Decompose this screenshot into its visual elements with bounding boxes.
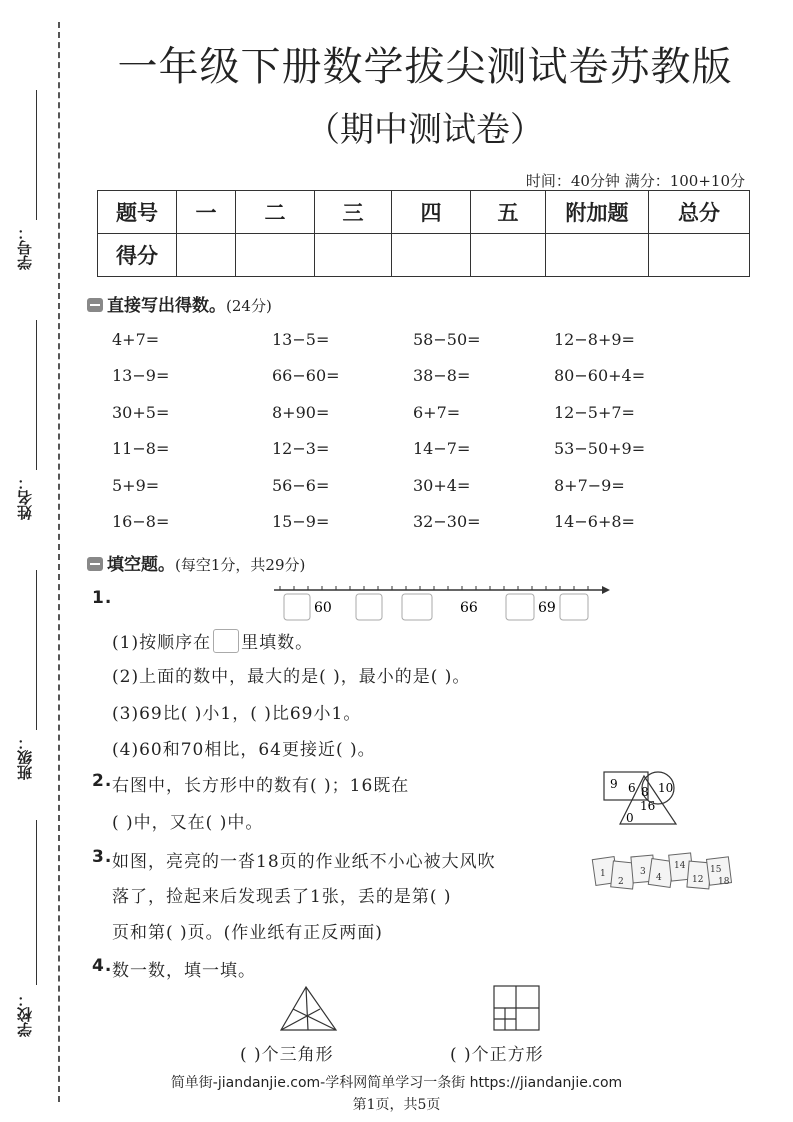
score-table-header: 题号 — [98, 191, 177, 234]
numberline-label: 66 — [460, 600, 478, 616]
q3-line2: 落了，捡起来后发现丢了1张，丢的是第( ) — [112, 887, 452, 907]
section-badge-icon — [87, 557, 103, 571]
fig-number: 0 — [626, 811, 634, 825]
score-table-header: 附加题 — [546, 191, 649, 234]
score-cell[interactable] — [177, 234, 236, 277]
score-cell[interactable] — [649, 234, 750, 277]
section1-title: 直接写出得数。 — [107, 296, 226, 316]
footer-source: 简单街-jiandanjie.com-学科网简单学习一条街 https://jiandanjie.com — [170, 1075, 623, 1091]
calc-item: 38−8= — [413, 366, 471, 386]
q1-2: (2)上面的数中，最大的是( )，最小的是( )。 — [112, 667, 471, 687]
score-table-header: 二 — [236, 191, 315, 234]
calc-item: 8+90= — [272, 402, 330, 422]
calc-item: 15−9= — [272, 512, 330, 531]
fig-number: 9 — [610, 777, 618, 791]
score-table-header: 三 — [315, 191, 392, 234]
page-title: 一年级下册数学拔尖测试卷苏教版 — [117, 44, 733, 90]
blank-box[interactable] — [356, 594, 382, 620]
calc-item: 12−5+7= — [554, 402, 635, 422]
calc-item: 16−8= — [112, 512, 170, 531]
score-table-header: 五 — [471, 191, 546, 234]
calc-item: 8+7−9= — [554, 475, 625, 495]
footer-page-number: 第1页，共5页 — [352, 1097, 441, 1113]
fig-number: 10 — [658, 781, 674, 795]
q2-line2: ( )中，又在( )中。 — [112, 813, 264, 833]
section2-heading — [87, 550, 305, 575]
q4-answer-squares: ( )个正方形 — [450, 1045, 544, 1065]
number-line — [270, 578, 610, 626]
score-cell[interactable] — [392, 234, 471, 277]
score-table-score-row — [98, 234, 750, 277]
score-row-label: 得分 — [98, 234, 177, 277]
section1-points: (24分) — [226, 297, 272, 315]
calc-item: 58−50= — [413, 330, 481, 349]
calc-item: 4+7= — [112, 330, 160, 349]
q1-4: (4)60和70相比，64更接近( )。 — [112, 740, 376, 760]
q3-pages-figure — [590, 850, 738, 898]
section2-title: 填空题。 — [107, 555, 175, 575]
score-table-header: 一 — [177, 191, 236, 234]
fig-number: 3 — [640, 867, 646, 877]
class-line — [36, 570, 37, 730]
calc-item: 56−6= — [272, 475, 330, 495]
score-cell[interactable] — [546, 234, 649, 277]
fig-number: 14 — [674, 861, 686, 871]
fig-number: 8 — [641, 785, 649, 799]
class-label: 班级： — [16, 735, 34, 780]
score-cell[interactable] — [315, 234, 392, 277]
student-no-label: 学号： — [16, 225, 34, 270]
calc-item: 66−60= — [272, 366, 340, 386]
calc-item: 13−5= — [272, 330, 330, 349]
name-line — [36, 320, 37, 470]
calc-item: 5+9= — [112, 475, 160, 495]
blank-box[interactable] — [213, 629, 239, 653]
q1-1-text: (1)按顺序在 — [112, 633, 212, 653]
fig-number: 4 — [656, 873, 662, 883]
blank-box[interactable] — [284, 594, 310, 620]
triangle-count-figure — [278, 984, 340, 1034]
q2-figure — [600, 766, 680, 828]
school-label: 学校： — [16, 992, 34, 1037]
calc-item: 6+7= — [413, 402, 461, 422]
numberline-label: 69 — [538, 600, 556, 616]
school-line — [36, 820, 37, 985]
fig-number: 12 — [692, 875, 704, 885]
q4-line: 数一数，填一填。 — [112, 961, 256, 981]
calc-item: 32−30= — [413, 512, 481, 531]
blank-box[interactable] — [560, 594, 588, 620]
q2-number: 2. — [92, 771, 113, 791]
square-count-figure — [492, 984, 542, 1034]
q4-answer-triangles: ( )个三角形 — [240, 1045, 334, 1065]
blank-box[interactable] — [402, 594, 432, 620]
calc-item: 53−50+9= — [554, 439, 646, 459]
fig-number: 18 — [718, 877, 730, 887]
numberline-label: 60 — [314, 600, 332, 616]
fig-number: 16 — [640, 799, 656, 813]
q3-line3: 页和第( )页。(作业纸有正反两面) — [112, 923, 383, 943]
calc-item: 13−9= — [112, 366, 170, 386]
student-no-line — [36, 90, 37, 220]
q1-1 — [112, 628, 313, 653]
section-badge-icon — [87, 298, 103, 312]
score-table-header: 四 — [392, 191, 471, 234]
fig-number: 15 — [710, 865, 722, 875]
q2-line1: 右图中，长方形中的数有( )；16既在 — [112, 776, 410, 796]
calc-item: 14−6+8= — [554, 512, 635, 531]
score-table — [97, 190, 750, 277]
calc-item: 14−7= — [413, 439, 471, 459]
fig-number: 2 — [618, 877, 624, 887]
q1-1-text-b: 里填数。 — [241, 633, 314, 653]
calc-item: 30+4= — [413, 475, 471, 495]
calc-item: 80−60+4= — [554, 366, 646, 386]
blank-box[interactable] — [506, 594, 534, 620]
exam-meta: 时间：40分钟 满分：100+10分 — [525, 172, 745, 190]
calc-item: 30+5= — [112, 402, 170, 422]
score-table-header-row — [98, 191, 750, 234]
score-cell[interactable] — [471, 234, 546, 277]
calc-item: 11−8= — [112, 439, 170, 459]
q1-number: 1. — [92, 588, 113, 608]
page-subtitle: （期中测试卷） — [306, 110, 544, 150]
fig-number: 1 — [600, 869, 606, 879]
q3-line1: 如图，亮亮的一沓18页的作业纸不小心被大风吹 — [112, 852, 496, 872]
section1-heading — [87, 291, 272, 316]
q3-number: 3. — [92, 847, 113, 867]
calc-item: 12−8+9= — [554, 330, 635, 349]
calc-item: 12−3= — [272, 439, 330, 459]
name-label: 姓名： — [16, 475, 34, 520]
q4-number: 4. — [92, 956, 113, 976]
score-cell[interactable] — [236, 234, 315, 277]
fig-number: 6 — [628, 781, 636, 795]
q1-3: (3)69比( )小1，( )比69小1。 — [112, 704, 362, 724]
section2-points: (每空1分，共29分) — [175, 556, 306, 574]
score-table-header: 总分 — [649, 191, 750, 234]
binding-dashed-line — [58, 22, 60, 1102]
